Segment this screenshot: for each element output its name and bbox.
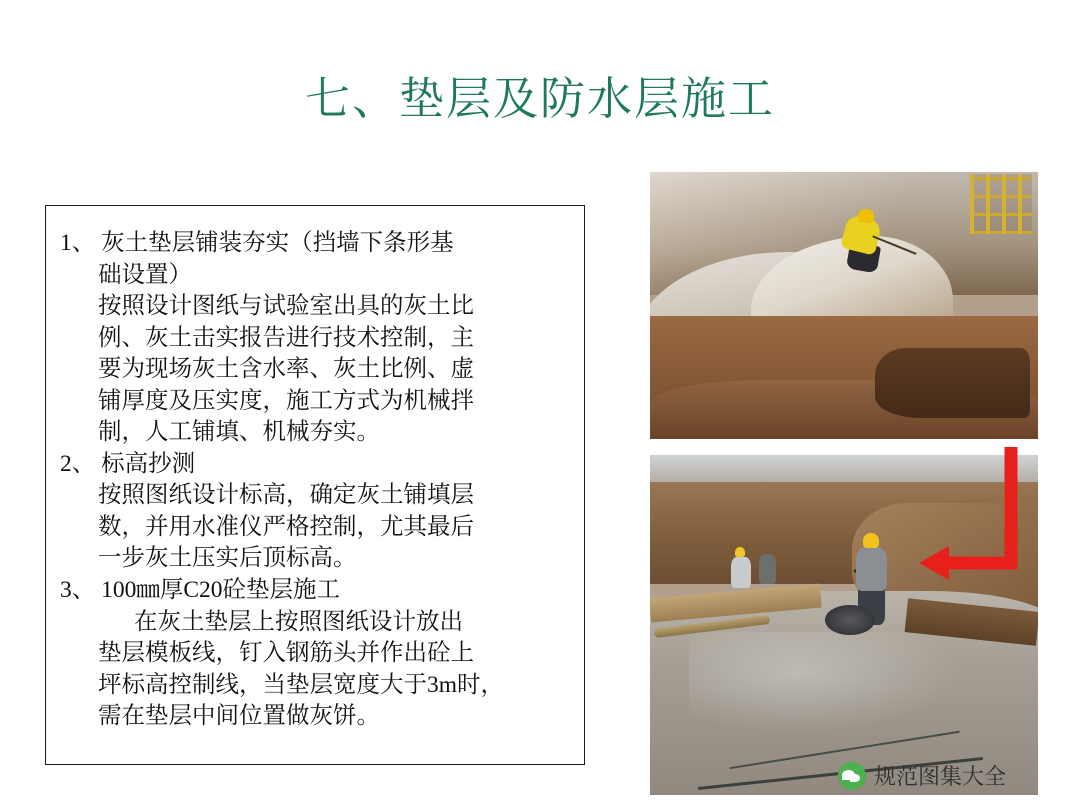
photo-trench <box>875 348 1030 417</box>
photo-main-worker-body <box>856 547 887 591</box>
photo-scaffold <box>970 174 1032 234</box>
photo-main-worker-helmet <box>863 533 879 548</box>
content-text-box <box>45 205 585 765</box>
paragraph: 例、灰土击实报告进行技术控制，主 <box>98 324 474 351</box>
paragraph: 2、 标高抄测 <box>60 450 196 477</box>
paragraph: 按照设计图纸与试验室出具的灰土比 <box>98 293 474 320</box>
photo-worker-background-1 <box>731 557 750 588</box>
photo-power-trowel <box>825 605 875 636</box>
wechat-icon <box>838 762 866 790</box>
paragraph: 在灰土垫层上按照图纸设计放出 <box>134 608 463 635</box>
paragraph: 一步灰土压实后顶标高。 <box>98 545 357 572</box>
paragraph: 垫层模板线，钉入钢筋头并作出砼上 <box>98 640 474 667</box>
photo-earthwork-compaction <box>650 172 1038 439</box>
paragraph: 需在垫层中间位置做灰饼。 <box>98 703 380 730</box>
photo-worker-background-2 <box>759 554 776 585</box>
paragraph: 1、 灰土垫层铺装夯实（挡墙下条形基 <box>60 230 454 256</box>
watermark <box>838 760 1006 791</box>
paragraph: 数，并用水准仪严格控制，尤其最后 <box>98 513 474 540</box>
photo-worker-background-1-helmet <box>735 547 745 557</box>
paragraph: 按照图纸设计标高，确定灰土铺填层 <box>98 482 474 509</box>
photo-worker-helmet <box>858 209 874 222</box>
paragraph: 础设置） <box>98 261 192 288</box>
paragraph: 铺厚度及压实度，施工方式为机械拌 <box>98 387 474 414</box>
paragraph: 要为现场灰土含水率、灰土比例、虚 <box>98 356 474 383</box>
photo-slab-sheen <box>689 632 961 734</box>
paragraph: 3、 100㎜厚C20砼垫层施工 <box>60 577 341 604</box>
watermark-label: 规范图集大全 <box>874 764 1007 789</box>
paragraph: 坪标高控制线，当垫层宽度大于3m时， <box>98 671 505 698</box>
paragraph: 制，人工铺填、机械夯实。 <box>98 419 380 446</box>
red-arrow-annotation <box>915 445 1025 595</box>
page-title: 七、垫层及防水层施工 <box>304 74 775 124</box>
